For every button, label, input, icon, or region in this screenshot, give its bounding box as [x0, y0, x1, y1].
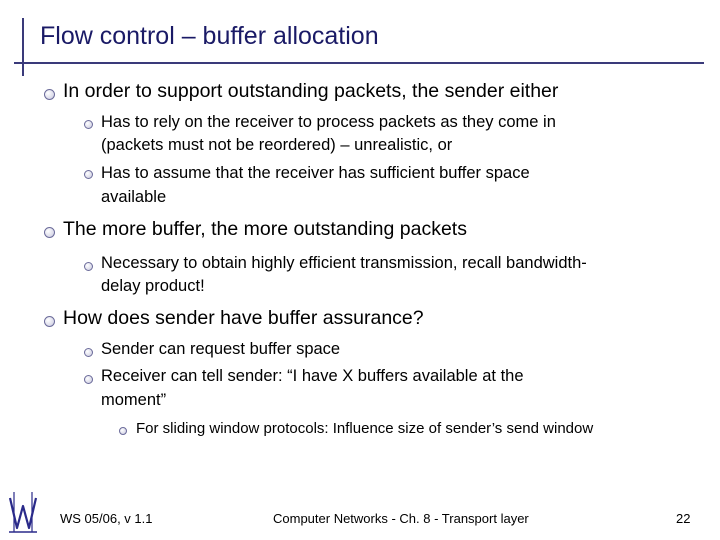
- sub-bullet-item-continued: delay product!: [101, 277, 205, 295]
- bullet-icon: [84, 262, 93, 271]
- sub-bullet-item: Necessary to obtain highly efficient transmission, recall bandwidth-: [101, 254, 587, 272]
- university-logo-icon: [6, 488, 40, 534]
- bullet-icon: [44, 89, 55, 100]
- bullet-icon: [84, 170, 93, 179]
- slide-title: Flow control – buffer allocation: [40, 22, 379, 50]
- sub-bullet-item: Sender can request buffer space: [101, 340, 341, 358]
- sub-bullet-item: Has to rely on the receiver to process packets as they come in: [101, 113, 556, 131]
- sub-sub-bullet-item: For sliding window protocols: Influence size of sender’s send window: [136, 420, 594, 437]
- footer-version: WS 05/06, v 1.1: [60, 511, 153, 526]
- title-horizontal-rule: [14, 62, 704, 64]
- bullet-icon: [44, 227, 55, 238]
- bullet-icon: [84, 120, 93, 129]
- sub-bullet-item: Has to assume that the receiver has sufficient buffer space: [101, 164, 530, 182]
- bullet-icon: [84, 375, 93, 384]
- bullet-icon: [119, 427, 127, 435]
- title-vertical-rule: [22, 18, 24, 76]
- bullet-icon: [44, 316, 55, 327]
- sub-bullet-item-continued: (packets must not be reordered) – unrealistic, or: [101, 136, 453, 154]
- sub-bullet-item-continued: available: [101, 188, 167, 206]
- footer-course: Computer Networks - Ch. 8 - Transport layer: [273, 511, 529, 526]
- bullet-item: In order to support outstanding packets, the sender either: [63, 80, 559, 102]
- sub-bullet-item-continued: moment”: [101, 391, 167, 409]
- bullet-item: How does sender have buffer assurance?: [63, 307, 424, 329]
- bullet-icon: [84, 348, 93, 357]
- sub-bullet-item: Receiver can tell sender: “I have X buffers available at the: [101, 367, 524, 385]
- page-number: 22: [676, 511, 691, 526]
- bullet-item: The more buffer, the more outstanding packets: [63, 218, 467, 240]
